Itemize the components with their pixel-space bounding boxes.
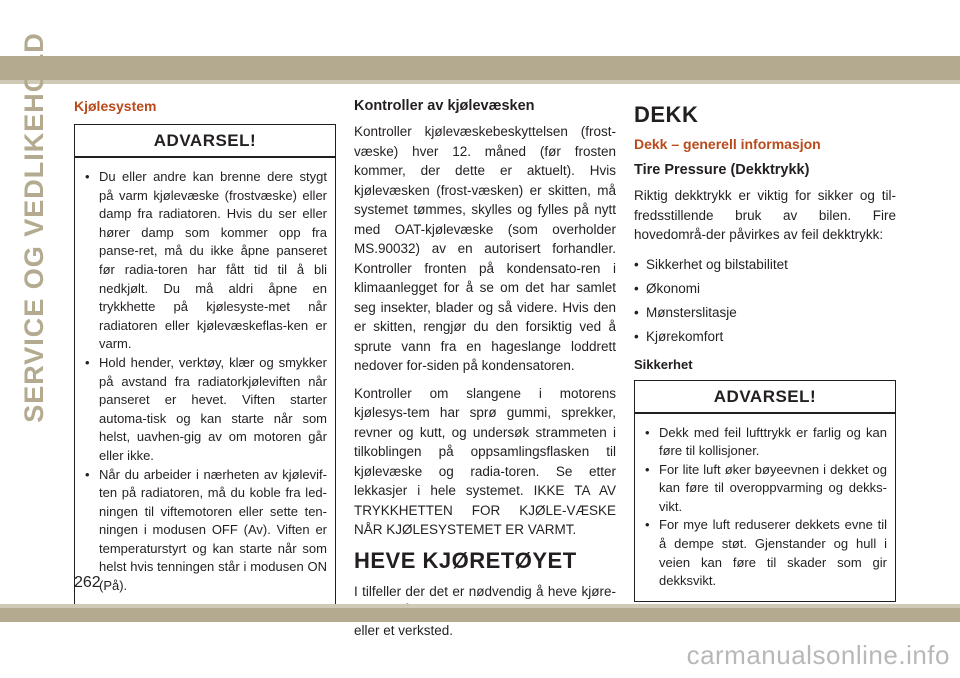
heading-coolant-check: Kontroller av kjølevæsken: [354, 98, 535, 114]
heading-tires: DEKK: [634, 102, 699, 127]
warning-item: • Hold hender, verktøy, klær og smykker på avstand fra radiatorkjøleviften når panseret er hevet. Viften starter automa-tisk og kan starte når som helst, uavhen-gig av om motoren går eller ikke.: [83, 354, 327, 466]
header-band: [0, 56, 960, 80]
warning-title: ADVARSEL!: [75, 125, 335, 158]
warning-item: • Dekk med feil lufttrykk er farlig og kan føre til kollisjoner.: [643, 424, 887, 461]
list-item: • Mønsterslitasje: [634, 301, 896, 325]
warning-list: [75, 158, 335, 606]
watermark-text: carmanualsonline.info: [686, 640, 950, 670]
heading-tires-general: Dekk – generell informasjon: [634, 136, 821, 152]
warning-item: • Du eller andre kan brenne dere stygt på varm kjølevæske (frostvæske) eller damp fra radiatoren. Hvis du ser eller hører damp som kommer opp fra panse-ret, må du ikke åpne panseret før radia-toren har fått tid til å bli nedkjølt. Du må aldri åpne en trykkhette på kjølesyste-met når radiatoren eller kjølevæskeflas-ken er varm.: [83, 168, 327, 354]
page-number: 262: [74, 574, 101, 591]
top-margin: [0, 0, 960, 56]
warning-box-cooling: [74, 124, 336, 607]
list-item: • Økonomi: [634, 277, 896, 301]
heading-safety: Sikkerhet: [634, 356, 693, 372]
header-band-light: [0, 80, 960, 84]
column-coolant-check: [354, 98, 616, 648]
list-item: • Sikkerhet og bilstabilitet: [634, 253, 896, 277]
warning-item: • For mye luft reduserer dekkets evne til å dempe støt. Gjenstander og hull i veien kan føre til skader som gir dekksvikt.: [643, 516, 887, 590]
section-side-tab: [14, 31, 54, 423]
column-cooling-system: [74, 98, 336, 619]
column-tires: [634, 98, 896, 614]
paragraph: I tilfeller der det er nødvendig å heve kjøre- eller et verksted.: [354, 583, 616, 638]
heading-cooling-system: Kjølesystem: [74, 98, 157, 114]
paragraph: Riktig dekktrykk er viktig for sikker og til-fredsstillende bruk av bilen. Fire hovedområ-der påvirkes av feil dekktrykk:: [634, 188, 896, 242]
heading-tire-pressure: Tire Pressure (Dekktrykk): [634, 162, 810, 178]
paragraph: Kontroller om slangene i motorens kjølesys-tem har sprø gummi, sprekker, revner og kutt, og undersøk strammeten i tilkoblingen på oppsamlingsflasken til kjølevæske og radia-toren. Se etter lekkasjer i hele systemet. IKKE TA AV TRYKKHETTEN FOR KJØLE-VÆSKE NÅR KJØLESYSTEMET ER VARMT.: [354, 385, 616, 537]
warning-title: ADVARSEL!: [635, 381, 895, 414]
footer-band: [0, 608, 960, 622]
side-tab-label: SERVICE OG VEDLIKEHOLD: [18, 31, 49, 423]
bullet-list: [634, 253, 896, 349]
warning-box-tires: [634, 380, 896, 602]
paragraph: Kontroller kjølevæskebeskyttelsen (frost-væske) hver 12. måned (før frosten kommer, der dette er aktuelt). Hvis kjølevæsken (frost-væsken) er skitten, må systemet tømmes, skylles og fylles på nytt med OAT-kjølevæske (som overholder MS.90032) av en autorisert forhandler. Kontroller fronten på kondensato-ren i klimaanlegget for å se om det har samlet seg insekter, blader og så videre. Hvis den er skitten, rengjør du den forsiktig ved å sprute vann fra en hageslange loddrett nedover for-siden på kondensatoren.: [354, 124, 616, 373]
warning-item: • Når du arbeider i nærheten av kjølevif-ten på radiatoren, må du koble fra led-ningen til viftemotoren eller sette ten-ningen i modusen OFF (Av). Viften er temperaturstyrt og kan starte når som helst hvis tenningen står i modusen ON (På).: [83, 466, 327, 596]
list-item: • Kjørekomfort: [634, 325, 896, 349]
heading-lift-vehicle: HEVE KJØRETØYET: [354, 547, 577, 573]
warning-item: • For lite luft øker bøyeevnen i dekket og kan føre til overoppvarming og dekks-vikt.: [643, 461, 887, 517]
warning-list: [635, 414, 895, 601]
